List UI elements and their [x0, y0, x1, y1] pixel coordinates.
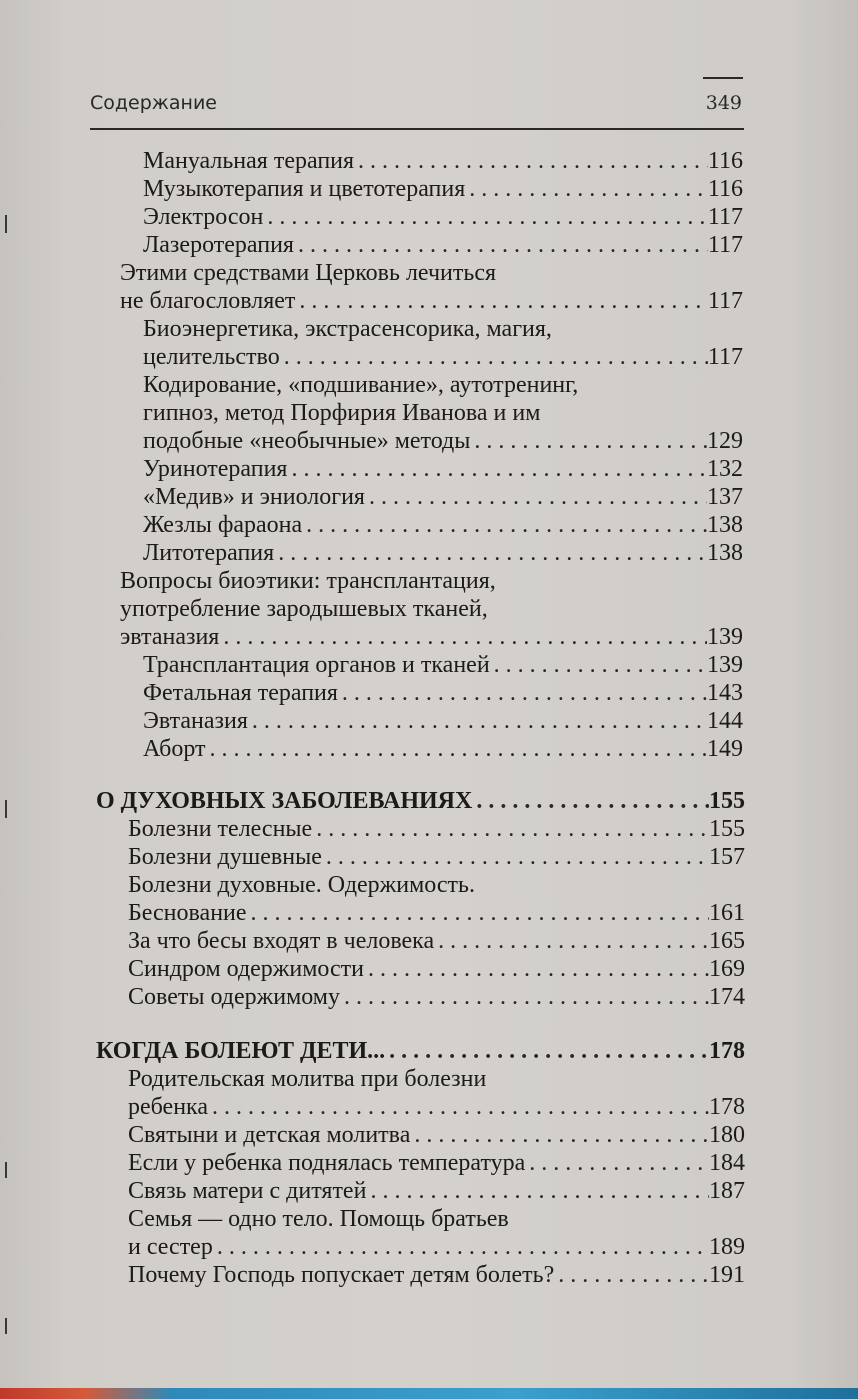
toc-entry: Если у ребенка поднялась температура . . . 184 — [128, 1149, 745, 1177]
toc-entry-line: Кодирование, «подшивание», аутотренинг, — [143, 372, 579, 398]
toc-entry: Уринотерапия . . . 132 — [143, 455, 743, 483]
toc-entry: Аборт . . . 149 — [143, 735, 743, 763]
toc-entry-line: Вопросы биоэтики: трансплантация, — [120, 568, 496, 594]
toc-entry: целительство . . . 117 — [143, 343, 743, 371]
header-rule — [90, 128, 744, 130]
page-number: 349 — [705, 92, 742, 114]
toc-entry: Мануальная терапия . . . 116 — [143, 147, 743, 175]
toc-entry: и сестер . . . 189 — [128, 1233, 745, 1261]
binding-mark — [5, 1318, 7, 1334]
toc-entry: Почему Господь попускает детям болеть? . . . 191 — [128, 1261, 745, 1289]
toc-entry: «Медив» и эниология . . . 137 — [143, 483, 743, 511]
toc-entry: ребенка . . . 178 — [128, 1093, 745, 1121]
toc-entry-line: гипноз, метод Порфирия Иванова и им — [143, 400, 541, 426]
toc-entry: Литотерапия . . . 138 — [143, 539, 743, 567]
toc-entry: Музыкотерапия и цветотерапия . . . 116 — [143, 175, 743, 203]
running-header — [90, 92, 742, 122]
toc-entry: Болезни телесные . . . 155 — [128, 815, 745, 843]
toc-entry-line: Этими средствами Церковь лечиться — [120, 260, 497, 286]
toc-entry: За что бесы входят в человека . . . 165 — [128, 927, 745, 955]
toc-entry: эвтаназия . . . 139 — [120, 623, 743, 651]
toc-entry-line: Семья — одно тело. Помощь братьев — [128, 1206, 509, 1232]
toc-entry-line: употребление зародышевых тканей, — [120, 596, 488, 622]
toc-entry: Святыни и детская молитва . . . 180 — [128, 1121, 745, 1149]
toc-entry: не благословляет . . . 117 — [120, 287, 743, 315]
toc-entry: Трансплантация органов и тканей . . . 139 — [143, 651, 743, 679]
header-rule-short — [703, 77, 743, 79]
binding-mark — [5, 800, 7, 818]
toc-section: О ДУХОВНЫХ ЗАБОЛЕВАНИЯХ . . . 155 — [96, 787, 745, 815]
toc-entry: подобные «необычные» методы . . . 129 — [143, 427, 743, 455]
toc-entry: Фетальная терапия . . . 143 — [143, 679, 743, 707]
toc-entry: Связь матери с дитятей . . . 187 — [128, 1177, 745, 1205]
toc-entry: Жезлы фараона . . . 138 — [143, 511, 743, 539]
toc-entry: Болезни душевные . . . 157 — [128, 843, 745, 871]
toc-entry: Электросон . . . 117 — [143, 203, 743, 231]
binding-mark — [5, 1162, 7, 1178]
header-title: Содержание — [90, 92, 217, 114]
toc-entry-line: Биоэнергетика, экстрасенсорика, магия, — [143, 316, 552, 342]
toc-entry: Беснование . . . 161 — [128, 899, 745, 927]
toc-entry-line: Болезни духовные. Одержимость. — [128, 872, 475, 898]
toc-entry-line: Родительская молитва при болезни — [128, 1066, 487, 1092]
toc-section: КОГДА БОЛЕЮТ ДЕТИ... . . . 178 — [96, 1037, 745, 1065]
toc-entry: Лазеротерапия . . . 117 — [143, 231, 743, 259]
toc-entry: Советы одержимому . . . 174 — [128, 983, 745, 1011]
toc-entry: Синдром одержимости . . . 169 — [128, 955, 745, 983]
book-edge — [0, 1388, 858, 1399]
binding-mark — [5, 215, 7, 233]
toc-entry: Эвтаназия . . . 144 — [143, 707, 743, 735]
